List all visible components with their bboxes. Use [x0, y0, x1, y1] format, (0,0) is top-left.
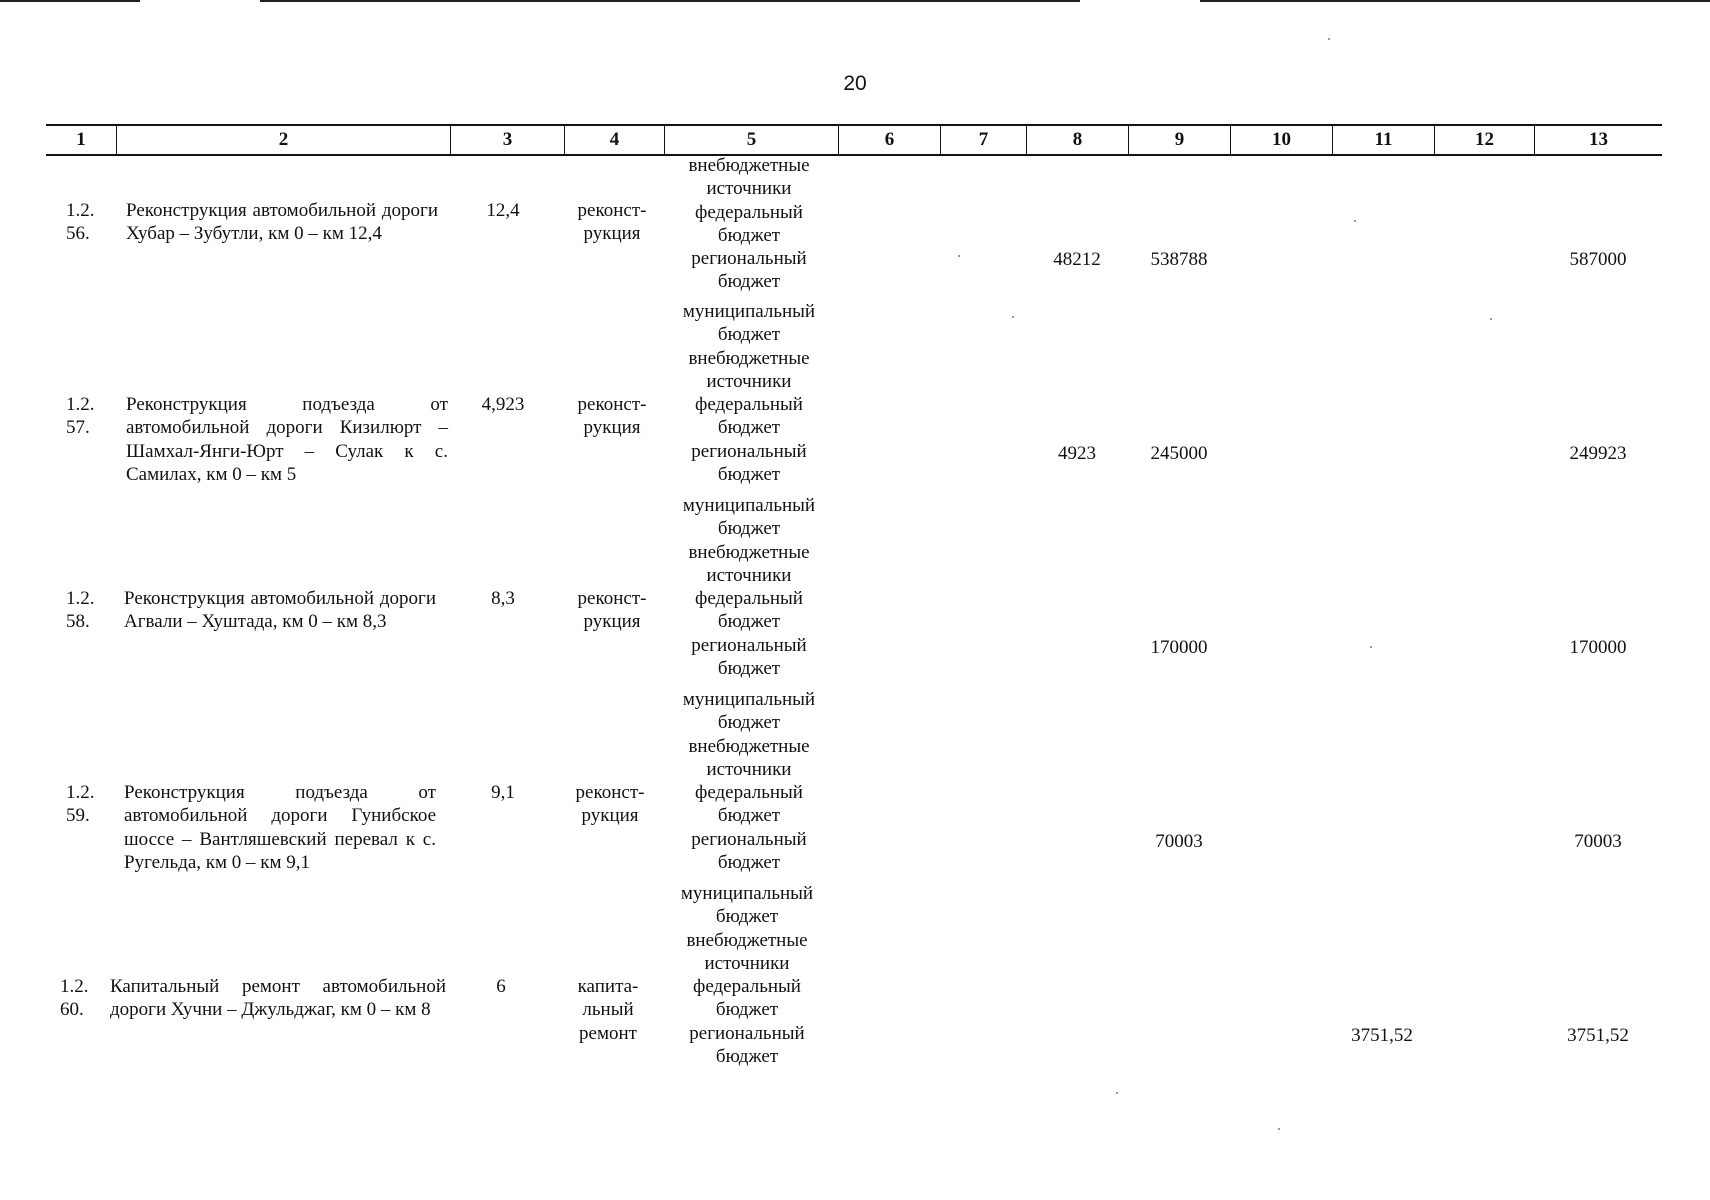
value-col-9: 245000 [1150, 443, 1208, 464]
header-col-12: 12 [1434, 126, 1534, 154]
work-type: реконст- рукция [577, 200, 647, 245]
header-col-5: 5 [664, 126, 838, 154]
road-name: Реконструкция подъезда от автомобильной дороги Кизилюрт – Шамхал-Янги-Юрт – Сулак к с. Самилах, км 0 – км 5 [126, 394, 448, 485]
top-rule-left [0, 0, 140, 2]
scan-speck [958, 255, 960, 257]
table-header [46, 124, 1662, 156]
row-number: 1.2. 56. [66, 200, 95, 245]
road-length: 12,4 [486, 200, 520, 221]
scan-speck [1370, 646, 1372, 648]
header-col-1: 1 [76, 129, 86, 150]
top-rule-right [1200, 0, 1710, 2]
value-col-13: 170000 [1569, 637, 1627, 658]
row-number: 1.2. 58. [66, 588, 95, 633]
scan-speck [1354, 220, 1356, 222]
header-col-3: 3 [450, 126, 564, 154]
value-col-11: 3751,52 [1351, 1025, 1413, 1046]
scan-speck [1490, 318, 1492, 320]
row-number: 1.2. 57. [66, 394, 95, 439]
road-length: 9,1 [491, 782, 515, 803]
funding-sources: муниципальный бюджет внебюджетные источники федеральный бюджет региональный бюджет [682, 301, 816, 486]
work-type: реконст- рукция [575, 782, 645, 827]
header-col-13: 13 [1534, 126, 1662, 154]
value-col-13: 70003 [1574, 831, 1622, 852]
value-col-9: 70003 [1155, 831, 1203, 852]
road-name: Реконструкция подъезда от автомобильной дороги Гунибское шоссе – Вантляшевский перевал к с. Ругельда, км 0 – км 9,1 [124, 782, 436, 873]
value-col-13: 3751,52 [1567, 1025, 1629, 1046]
row-number: 1.2. 59. [66, 782, 95, 827]
road-name: Капитальный ремонт автомобильной дороги Хучни – Джульджаг, км 0 – км 8 [110, 976, 446, 1021]
scan-speck [1116, 1092, 1118, 1094]
work-type: капита- льный ремонт [577, 976, 639, 1044]
header-col-10: 10 [1230, 126, 1332, 154]
road-length: 4,923 [481, 394, 525, 415]
funding-sources: муниципальный бюджет внебюджетные источники федеральный бюджет региональный бюджет [682, 689, 816, 874]
road-name: Реконструкция автомобильной дороги Хубар – Зубутли, км 0 – км 12,4 [126, 200, 438, 245]
road-name: Реконструкция автомобильной дороги Агвали – Хуштада, км 0 – км 8,3 [124, 588, 436, 633]
funding-sources: муниципальный бюджет внебюджетные источники федеральный бюджет региональный бюджет [680, 883, 814, 1068]
road-length: 8,3 [491, 588, 515, 609]
value-col-8: 48212 [1053, 249, 1101, 270]
scan-speck [1328, 38, 1330, 40]
value-col-13: 587000 [1569, 249, 1627, 270]
value-col-8: 4923 [1058, 443, 1096, 464]
row-number: 1.2. 60. [60, 976, 89, 1021]
work-type: реконст- рукция [577, 394, 647, 439]
work-type: реконст- рукция [577, 588, 647, 633]
value-col-9: 538788 [1150, 249, 1208, 270]
page-number: 20 [843, 72, 867, 95]
header-col-11: 11 [1332, 126, 1434, 154]
value-col-9: 170000 [1150, 637, 1208, 658]
header-col-2: 2 [116, 126, 450, 154]
header-col-6: 6 [838, 126, 940, 154]
road-length: 6 [496, 976, 506, 997]
funding-sources: внебюджетные источники федеральный бюджет региональный бюджет [688, 155, 810, 293]
scan-speck [1278, 1128, 1280, 1130]
header-col-9: 9 [1128, 126, 1230, 154]
header-col-7: 7 [940, 126, 1026, 154]
header-col-4: 4 [564, 126, 664, 154]
funding-sources: муниципальный бюджет внебюджетные источники федеральный бюджет региональный бюджет [682, 495, 816, 680]
value-col-13: 249923 [1569, 443, 1627, 464]
header-col-8: 8 [1026, 126, 1128, 154]
top-rule-mid [260, 0, 1080, 2]
scan-speck [1012, 316, 1014, 318]
